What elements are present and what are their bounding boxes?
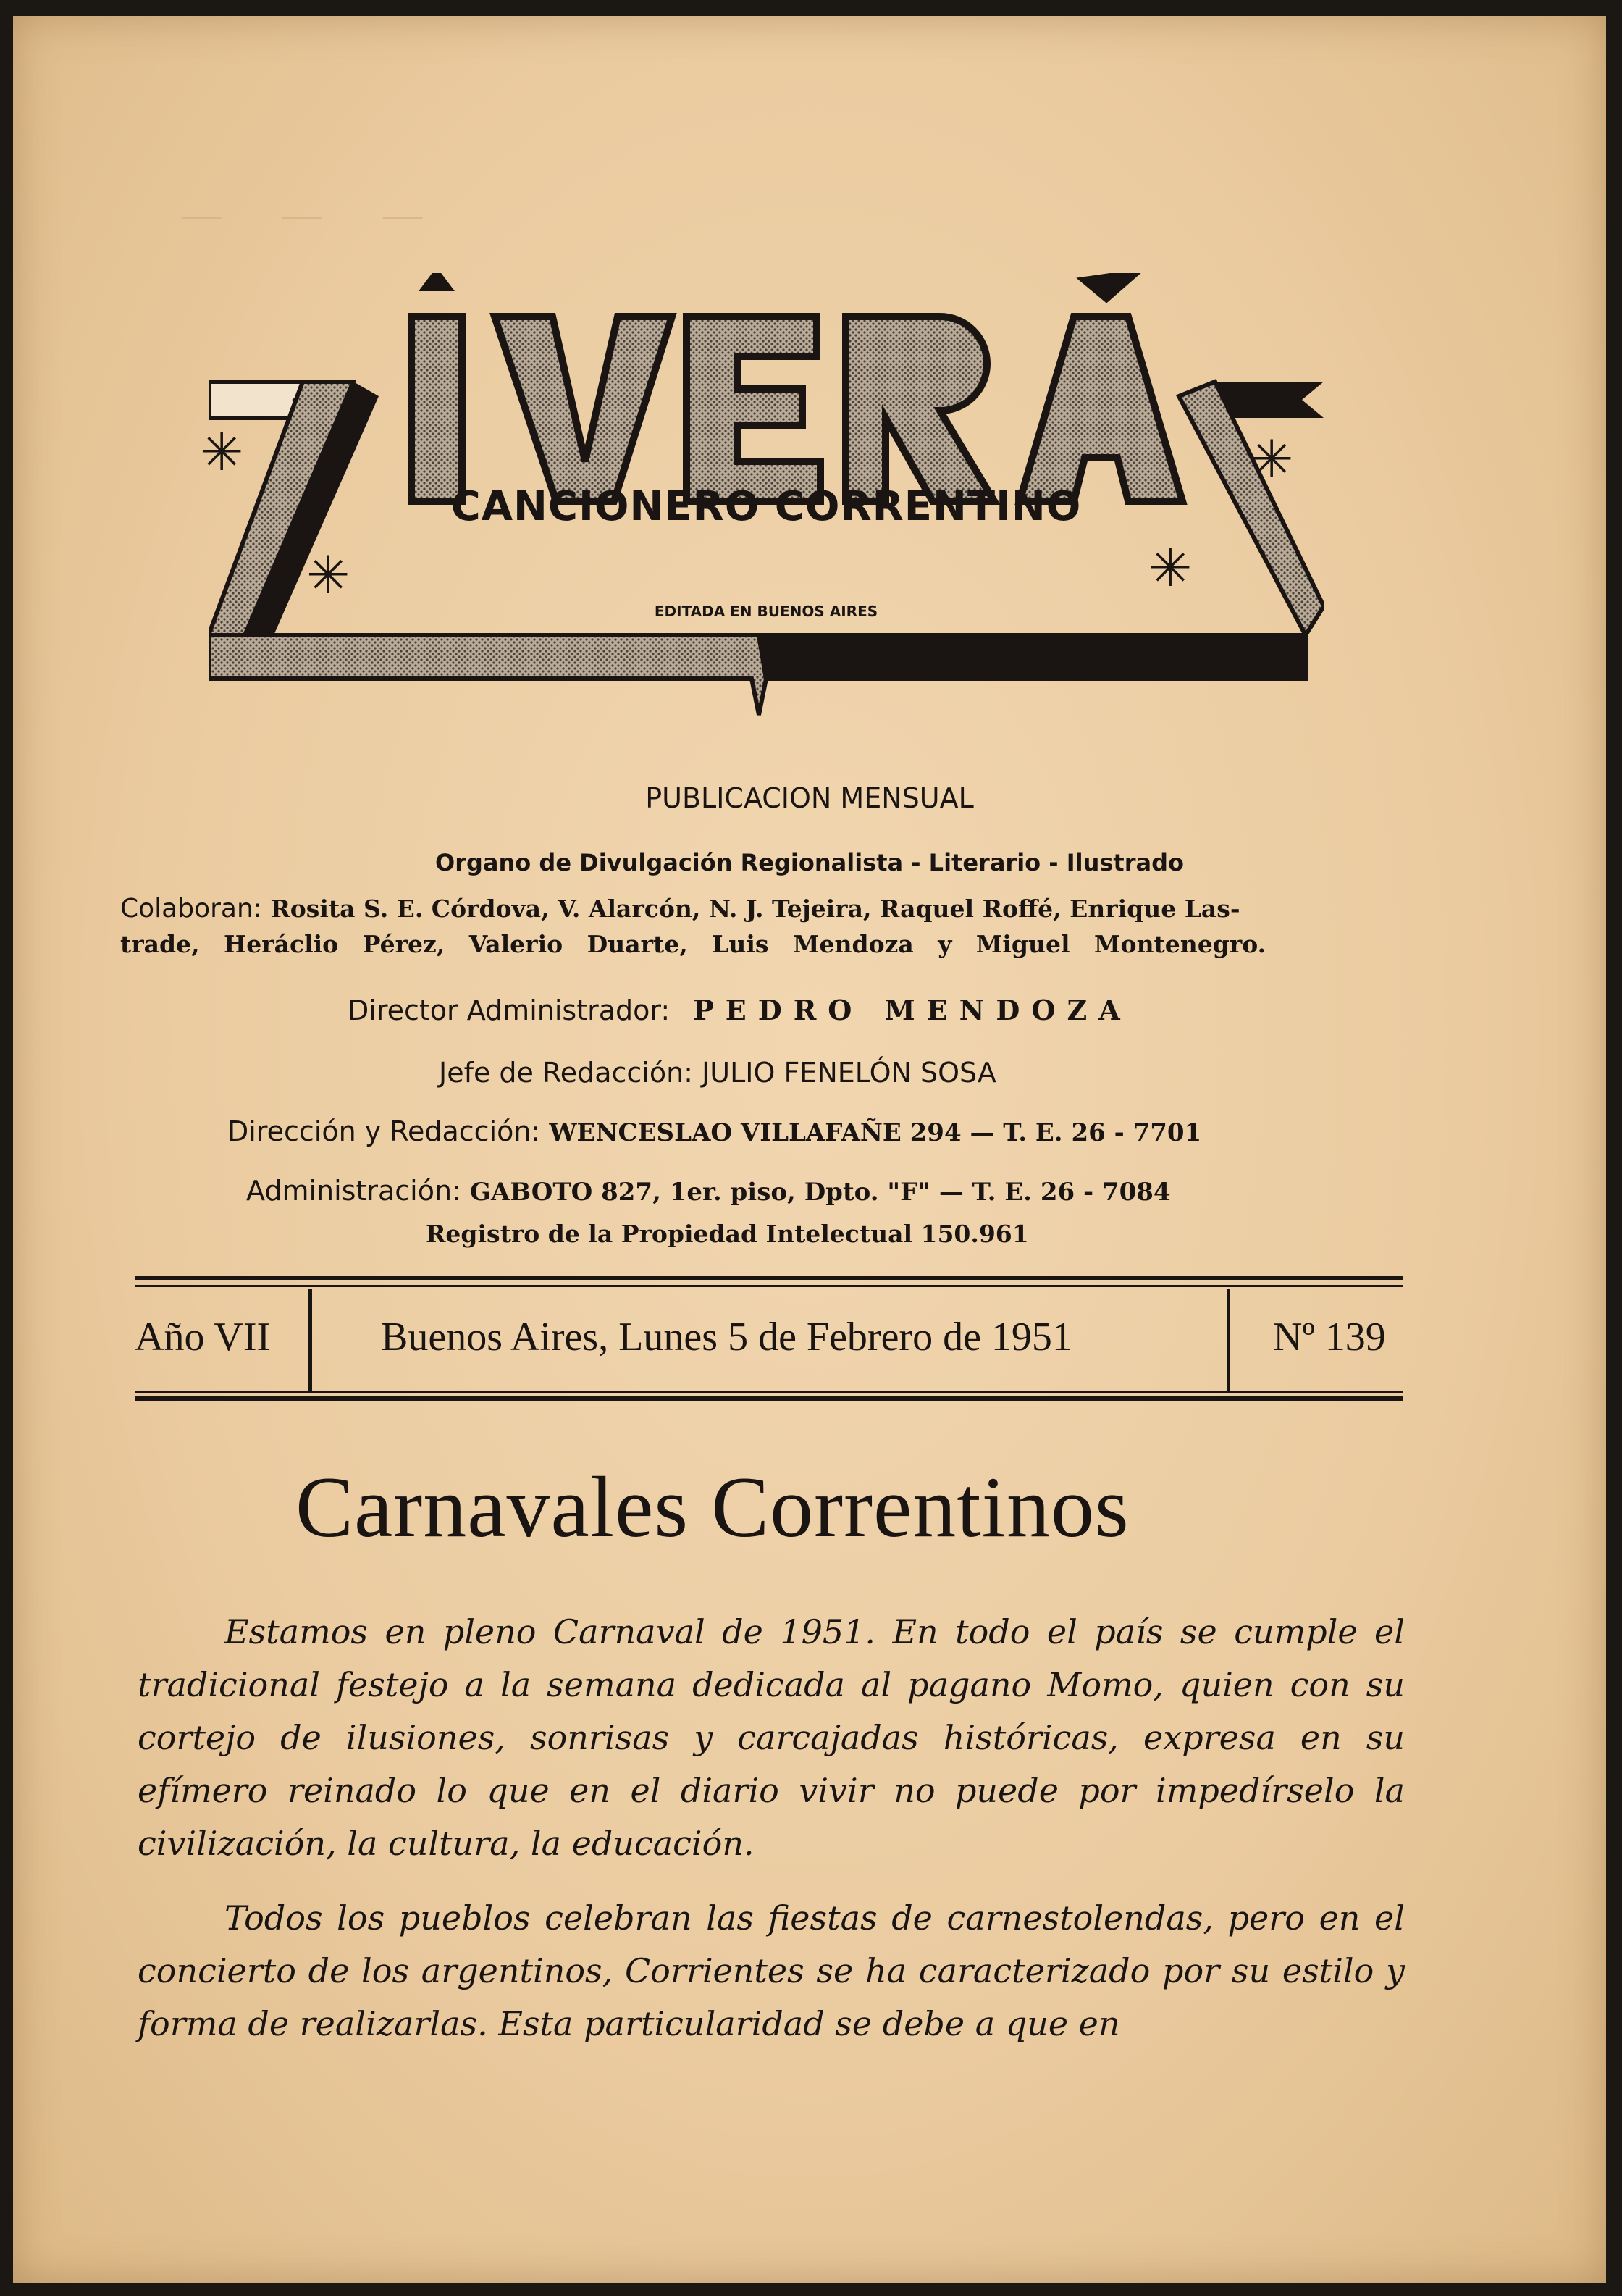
divider-left — [308, 1289, 312, 1392]
divider-right — [1227, 1289, 1230, 1392]
collaborators-label: Colaboran: — [120, 894, 262, 923]
asterisk-ornament-icon: ✳ — [1250, 429, 1294, 490]
director-name: PEDRO MENDOZA — [693, 994, 1132, 1026]
publication-frequency: PUBLICACION MENSUAL — [645, 782, 974, 814]
admin-value: GABOTO 827, 1er. piso, Dpto. "F" — T. E. 26 - 7084 — [469, 1178, 1171, 1207]
address-line — [227, 1115, 1201, 1147]
collaborators-line-2: trade, Heráclio Pérez, Valerio Duarte, Luis Mendoza y Miguel Montenegro. — [120, 930, 1266, 958]
address-label: Dirección y Redacción: — [227, 1115, 541, 1147]
masthead — [209, 273, 1324, 737]
address-value: WENCESLAO VILLAFAÑE 294 — T. E. 26 - 7701 — [549, 1118, 1202, 1147]
chief-label: Jefe de Redacción: — [439, 1057, 693, 1089]
article-paragraph-2: Todos los pueblos celebran las fiestas de carnestolendas, pero en el concierto de los argentinos, Corrientes se ha caracterizado por su estilo y forma de realizarlas. Esta particularidad se debe a que en — [138, 1898, 1405, 2043]
collaborators-line-1 — [120, 894, 1240, 923]
issue-info-bar — [135, 1276, 1403, 1405]
magazine-page — [13, 16, 1606, 2283]
collaborators-names-1: Rosita S. E. Córdova, V. Alarcón, N. J. Tejeira, Raquel Roffé, Enrique Las- — [270, 894, 1240, 923]
issue-year: Año VII — [135, 1315, 271, 1359]
admin-label: Administración: — [246, 1175, 461, 1207]
chief-name: JULIO FENELÓN SOSA — [702, 1057, 996, 1089]
bottom-rule — [135, 1396, 1403, 1401]
director-line — [348, 994, 1132, 1026]
bottom-rule-thin — [135, 1391, 1403, 1393]
issue-date: Buenos Aires, Lunes 5 de Febrero de 1951 — [381, 1315, 1072, 1359]
top-rule-thin — [135, 1285, 1403, 1287]
asterisk-ornament-icon: ✳ — [306, 545, 350, 606]
bleed-through-texture: — — — — [180, 190, 447, 240]
asterisk-ornament-icon: ✳ — [200, 422, 244, 482]
title-lettering — [411, 273, 1182, 501]
chief-line — [439, 1057, 996, 1089]
article-title: Carnavales Correntinos — [295, 1459, 1130, 1555]
masthead-subtitle: CANCIONERO CORRENTINO — [450, 483, 1082, 530]
asterisk-ornament-icon: ✳ — [1148, 537, 1193, 598]
publication-organ: Organo de Divulgación Regionalista - Literario - Ilustrado — [435, 849, 1184, 876]
director-label: Director Administrador: — [348, 994, 671, 1026]
issue-number: Nº 139 — [1273, 1315, 1386, 1359]
admin-line — [246, 1175, 1171, 1207]
registry-line: Registro de la Propiedad Intelectual 150.961 — [426, 1220, 1029, 1248]
masthead-edited-in: EDITADA EN BUENOS AIRES — [654, 603, 878, 620]
article-paragraph-1: Estamos en pleno Carnaval de 1951. En todo el país se cumple el tradicional festejo a la semana dedicada al pagano Momo, quien con su cortejo de ilusiones, sonrisas y carcajadas históricas, expresa en su efímero reinado lo que en el diario vivir no puede por impedírselo la civilización, la cultura, la educación. — [138, 1612, 1405, 1863]
top-rule — [135, 1276, 1403, 1280]
